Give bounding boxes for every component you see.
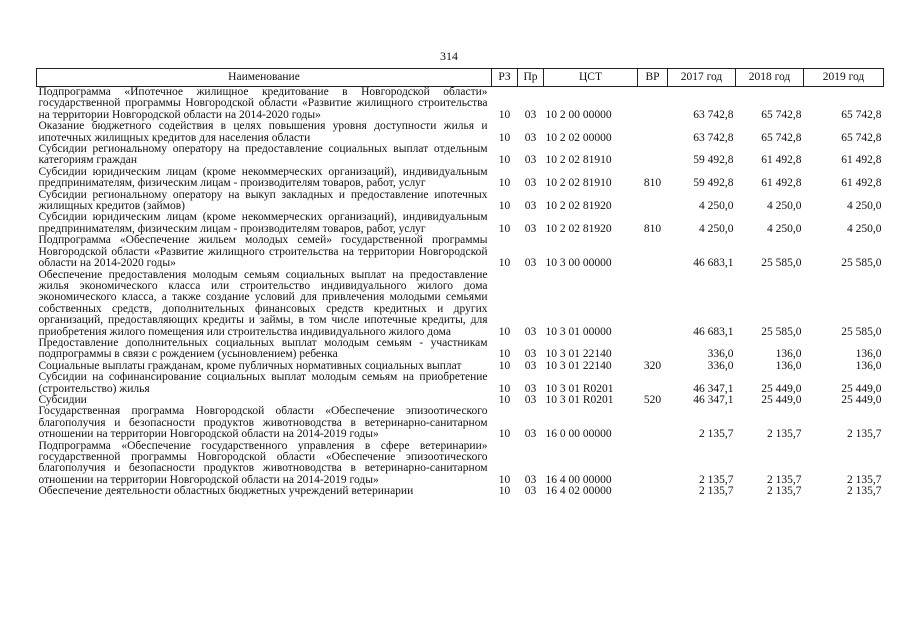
row-pr: 03	[524, 382, 537, 395]
table-row	[37, 121, 884, 144]
table-header-row	[37, 69, 884, 87]
row-value-2018: 65 742,8	[761, 108, 802, 121]
row-name: Обеспечение деятельности областных бюджетных учреждений ветеринарии	[38, 485, 414, 498]
row-cst: 10 3 00 00000	[545, 257, 612, 270]
row-cst: 16 4 00 00000	[545, 473, 612, 486]
row-value-2017: 46 683,1	[693, 257, 734, 270]
row-vr	[638, 270, 668, 338]
row-rz: 10	[498, 348, 511, 361]
row-cst: 10 3 01 00000	[545, 325, 612, 338]
row-vr	[638, 190, 668, 213]
page-number: 314	[440, 49, 458, 63]
row-value-2018: 25 585,0	[761, 325, 802, 338]
row-rz: 10	[498, 154, 511, 167]
row-value-2018: 4 250,0	[767, 222, 802, 235]
row-cst: 16 0 00 00000	[545, 428, 612, 441]
row-rz: 10	[498, 393, 511, 406]
column-header-pr: Пр	[518, 69, 544, 87]
row-value-2017: 4 250,0	[699, 222, 734, 235]
column-header-name: Наименование	[37, 69, 492, 87]
row-cst: 10 2 00 00000	[545, 108, 612, 121]
row-value-2019: 25 449,0	[841, 382, 882, 395]
row-pr: 03	[524, 485, 537, 498]
row-vr: 320	[643, 359, 662, 372]
row-vr	[638, 121, 668, 144]
row-value-2018: 2 135,7	[767, 473, 802, 486]
row-vr: 810	[643, 222, 662, 235]
row-pr: 03	[524, 131, 537, 144]
row-value-2018: 2 135,7	[767, 485, 802, 498]
row-pr: 03	[524, 325, 537, 338]
row-value-2019: 2 135,7	[847, 428, 882, 441]
table-row	[37, 235, 884, 269]
row-name: Подпрограмма «Ипотечное жилищное кредитование в Новгородской области» государственной программы Новгородской области «Развитие жилищного строительства на территории Новгородской области на 2014-2020 годы»	[38, 86, 488, 121]
table-row	[37, 486, 884, 497]
row-value-2017: 46 347,1	[693, 393, 734, 406]
row-rz: 10	[498, 222, 511, 235]
table-row	[37, 144, 884, 167]
row-value-2017: 2 135,7	[699, 473, 734, 486]
row-rz: 10	[498, 131, 511, 144]
table-row	[37, 338, 884, 361]
row-value-2017: 59 492,8	[693, 154, 734, 167]
row-rz: 10	[498, 473, 511, 486]
row-value-2019: 2 135,7	[847, 485, 882, 498]
table-row	[37, 270, 884, 338]
budget-table	[36, 68, 884, 498]
table-body	[37, 87, 884, 498]
table-row	[37, 167, 884, 190]
row-cst: 10 2 02 81910	[545, 177, 612, 190]
row-cst: 10 2 02 00000	[545, 131, 612, 144]
row-value-2018: 65 742,8	[761, 131, 802, 144]
row-cst: 10 3 01 R0201	[545, 393, 614, 406]
row-value-2017: 336,0	[707, 348, 734, 361]
row-pr: 03	[524, 393, 537, 406]
row-rz: 10	[498, 200, 511, 213]
row-value-2019: 4 250,0	[847, 200, 882, 213]
row-value-2019: 61 492,8	[841, 177, 882, 190]
row-vr	[638, 144, 668, 167]
row-pr: 03	[524, 154, 537, 167]
row-value-2019: 61 492,8	[841, 154, 882, 167]
row-name: Субсидии	[38, 393, 87, 406]
row-cst: 10 3 01 R0201	[545, 382, 614, 395]
row-rz: 10	[498, 485, 511, 498]
row-pr: 03	[524, 200, 537, 213]
row-cst: 16 4 02 00000	[545, 485, 612, 498]
row-rz: 10	[498, 108, 511, 121]
row-value-2019: 25 449,0	[841, 393, 882, 406]
row-value-2019: 2 135,7	[847, 473, 882, 486]
row-name: Предоставление дополнительных социальных выплат молодым семьям - участникам подпрограммы в связи с рождением (усыновлением) ребенка	[38, 336, 488, 361]
column-header-cst: ЦСТ	[544, 69, 638, 87]
row-rz: 10	[498, 325, 511, 338]
row-vr	[638, 406, 668, 440]
column-header-2018: 2018 год	[736, 69, 804, 87]
row-pr: 03	[524, 108, 537, 121]
row-cst: 10 2 02 81920	[545, 222, 612, 235]
row-value-2018: 2 135,7	[767, 428, 802, 441]
row-pr: 03	[524, 348, 537, 361]
column-header-rz: РЗ	[492, 69, 518, 87]
row-pr: 03	[524, 473, 537, 486]
row-name: Социальные выплаты гражданам, кроме публичных нормативных социальных выплат	[38, 359, 462, 372]
row-pr: 03	[524, 428, 537, 441]
row-value-2018: 136,0	[775, 348, 802, 361]
row-value-2018: 25 585,0	[761, 257, 802, 270]
row-cst: 10 2 02 81910	[545, 154, 612, 167]
row-value-2018: 61 492,8	[761, 177, 802, 190]
row-value-2019: 65 742,8	[841, 108, 882, 121]
row-vr	[638, 235, 668, 269]
row-value-2019: 25 585,0	[841, 325, 882, 338]
row-rz: 10	[498, 177, 511, 190]
row-cst: 10 2 02 81920	[545, 200, 612, 213]
row-value-2017: 4 250,0	[699, 200, 734, 213]
table-row	[37, 372, 884, 395]
row-name: Субсидии юридическим лицам (кроме некоммерческих организаций), индивидуальным предпринимателям, физическим лицам - производителям товаров, работ, услуг	[38, 211, 488, 235]
column-header-2019: 2019 год	[804, 69, 884, 87]
row-value-2017: 63 742,8	[693, 131, 734, 144]
row-value-2018: 4 250,0	[767, 200, 802, 213]
row-pr: 03	[524, 257, 537, 270]
table-row	[37, 87, 884, 122]
row-pr: 03	[524, 359, 537, 372]
row-name: Субсидии региональному оператору на выкуп закладных и предоставление ипотечных жилищных кредитов (займов)	[38, 188, 488, 213]
row-value-2019: 136,0	[855, 359, 882, 372]
row-vr: 810	[643, 177, 662, 190]
row-name: Оказание бюджетного содействия в целях повышения уровня доступности жилья и ипотечных жилищных кредитов для населения области	[38, 120, 488, 144]
row-value-2019: 136,0	[855, 348, 882, 361]
row-value-2018: 25 449,0	[761, 393, 802, 406]
row-vr	[638, 338, 668, 361]
row-cst: 10 3 01 22140	[545, 348, 612, 361]
row-cst: 10 3 01 22140	[545, 359, 612, 372]
row-name: Субсидии региональному оператору на предоставление социальных выплат отдельным категориям граждан	[38, 143, 488, 167]
row-vr: 520	[643, 393, 662, 406]
row-value-2017: 2 135,7	[699, 485, 734, 498]
column-header-2017: 2017 год	[668, 69, 736, 87]
table-row	[37, 190, 884, 213]
row-value-2017: 59 492,8	[693, 177, 734, 190]
row-value-2018: 136,0	[775, 359, 802, 372]
row-value-2018: 61 492,8	[761, 154, 802, 167]
row-rz: 10	[498, 359, 511, 372]
row-value-2018: 25 449,0	[761, 382, 802, 395]
row-vr	[638, 87, 668, 122]
row-rz: 10	[498, 382, 511, 395]
row-value-2017: 46 347,1	[693, 382, 734, 395]
row-value-2017: 2 135,7	[699, 428, 734, 441]
table-row	[37, 212, 884, 235]
row-value-2017: 63 742,8	[693, 108, 734, 121]
row-name: Государственная программа Новгородской области «Обеспечение эпизоотического благополучия и безопасности продуктов животноводства в ветеринарно-санитарном отношении на территории Новгородской области на 2014-2019 годы»	[38, 405, 488, 441]
row-vr	[638, 486, 668, 497]
row-rz: 10	[498, 257, 511, 270]
row-value-2019: 25 585,0	[841, 257, 882, 270]
row-pr: 03	[524, 222, 537, 235]
row-name: Субсидии юридическим лицам (кроме некоммерческих организаций), индивидуальным предпринимателям, физическим лицам - производителям товаров, работ, услуг	[38, 165, 488, 190]
row-pr: 03	[524, 177, 537, 190]
row-value-2019: 65 742,8	[841, 131, 882, 144]
table-row	[37, 406, 884, 440]
row-rz: 10	[498, 428, 511, 441]
row-name: Подпрограмма «Обеспечение жильем молодых семей» государственной программы Новгородской области «Развитие жилищного строительства на территории Новгородской области на 2014-2020 годы»	[38, 234, 488, 270]
row-name: Подпрограмма «Обеспечение государственного управления в сфере ветеринарии» государственной программы Новгородской области «Обеспечение эпизоотического благополучия и безопасности продуктов животноводства в ветеринарно-санитарном отношении на территории Новгородской области на 2014-2019 годы»	[38, 439, 488, 486]
table-row	[37, 441, 884, 487]
row-vr	[638, 441, 668, 487]
row-value-2017: 46 683,1	[693, 325, 734, 338]
row-value-2019: 4 250,0	[847, 222, 882, 235]
row-vr	[638, 372, 668, 395]
row-name: Обеспечение предоставления молодым семьям социальных выплат на предоставление жилья экономического класса или строительство индивидуального жилого дома экономического класса, а также создание условий для привлечения молодыми семьями собственных средств, дополнительных финансовых средств кредитных и других организаций, предоставляющих кредиты и займы, в том числе ипотечные кредиты, для приобретения жилого помещения или строительства индивидуального жилого дома	[38, 268, 488, 338]
row-name: Субсидии на софинансирование социальных выплат молодым семьям на приобретение (строительство) жилья	[38, 371, 488, 395]
row-value-2017: 336,0	[707, 359, 734, 372]
column-header-vr: ВР	[638, 69, 668, 87]
